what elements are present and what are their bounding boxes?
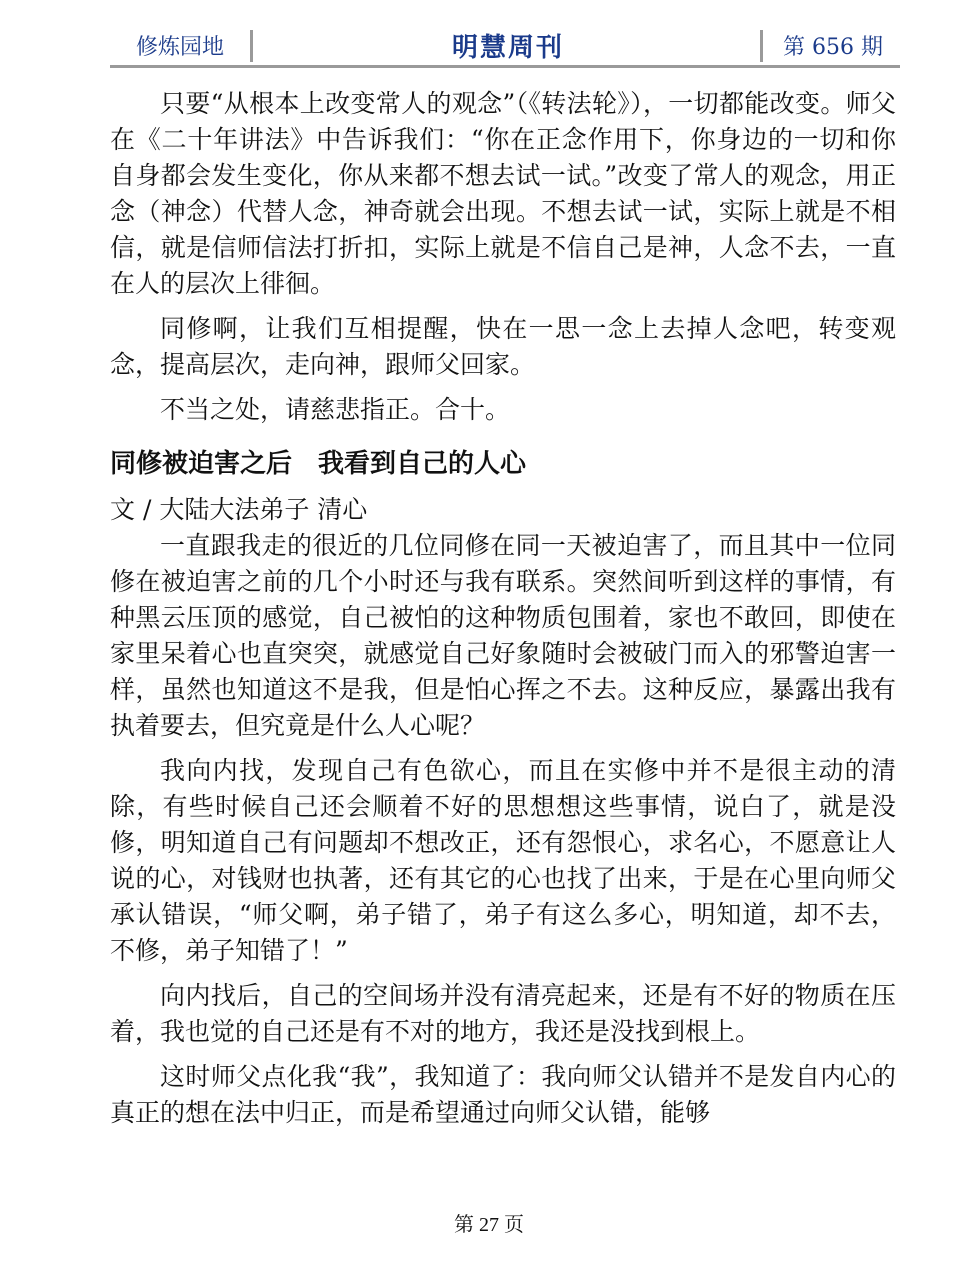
header-divider: [760, 30, 763, 62]
body-paragraph: 不当之处，请慈悲指正。合十。: [160, 395, 511, 424]
page-header: [110, 26, 900, 66]
section-name: 修炼园地: [135, 34, 224, 60]
body-paragraph: 向内找后，自己的空间场并没有清亮起来，还是有不好的物质在压着，我也觉的自己还是有不对的地方，我还是没找到根上。: [110, 981, 896, 1046]
page-body: [110, 86, 896, 1131]
body-paragraph: 这时师父点化我“我”，我知道了：我向师父认错并不是发自内心的真正的想在法中归正，而是希望通过向师父认错，能够: [110, 1062, 896, 1127]
article-title: 同修被迫害之后 我看到自己的人心: [110, 449, 527, 479]
body-paragraph: 只要“从根本上改变常人的观念”（《转法轮》），一切都能改变。师父在《二十年讲法》中告诉我们：“你在正念作用下，你身边的一切和你自身都会发生变化，你从来都不想去试一试。”改变了常人的观念，用正念（神念）代替人念，神奇就会出现。不想去试一试，实际上就是不相信，就是信师信法打折扣，实际上就是不信自己是神，人念不去，一直在人的层次上徘徊。: [110, 89, 896, 298]
body-paragraph: 同修啊，让我们互相提醒，快在一思一念上去掉人念吧，转变观念，提高层次，走向神，跟师父回家。: [110, 314, 896, 379]
issue-number: 第 656 期: [783, 34, 883, 60]
publication-title: 明慧周刊: [451, 32, 564, 63]
body-paragraph: 一直跟我走的很近的几位同修在同一天被迫害了，而且其中一位同修在被迫害之前的几个小时还与我有联系。突然间听到这样的事情，有种黑云压顶的感觉，自己被怕的这种物质包围着，家也不敢回，即使在家里呆着心也直突突，就感觉自己好象随时会被破门而入的邪警迫害一样，虽然也知道这不是我，但是怕心挥之不去。这种反应，暴露出我有执着要去，但究竟是什么人心呢？: [110, 531, 896, 740]
article-author: 文 / 大陆大法弟子 清心: [110, 495, 368, 524]
body-paragraph: 我向内找，发现自己有色欲心，而且在实修中并不是很主动的清除，有些时候自己还会顺着不好的思想想这些事情，说白了，就是没修，明知道自己有问题却不想改正，还有怨恨心，求名心，不愿意让人说的心，对钱财也执著，还有其它的心也找了出来，于是在心里向师父承认错误，“师父啊，弟子错了，弟子有这么多心，明知道，却不去，不修，弟子知错了！”: [110, 756, 896, 965]
page-number: 第 27 页: [454, 1214, 524, 1236]
header-rule: [110, 65, 900, 68]
header-divider: [250, 30, 253, 62]
